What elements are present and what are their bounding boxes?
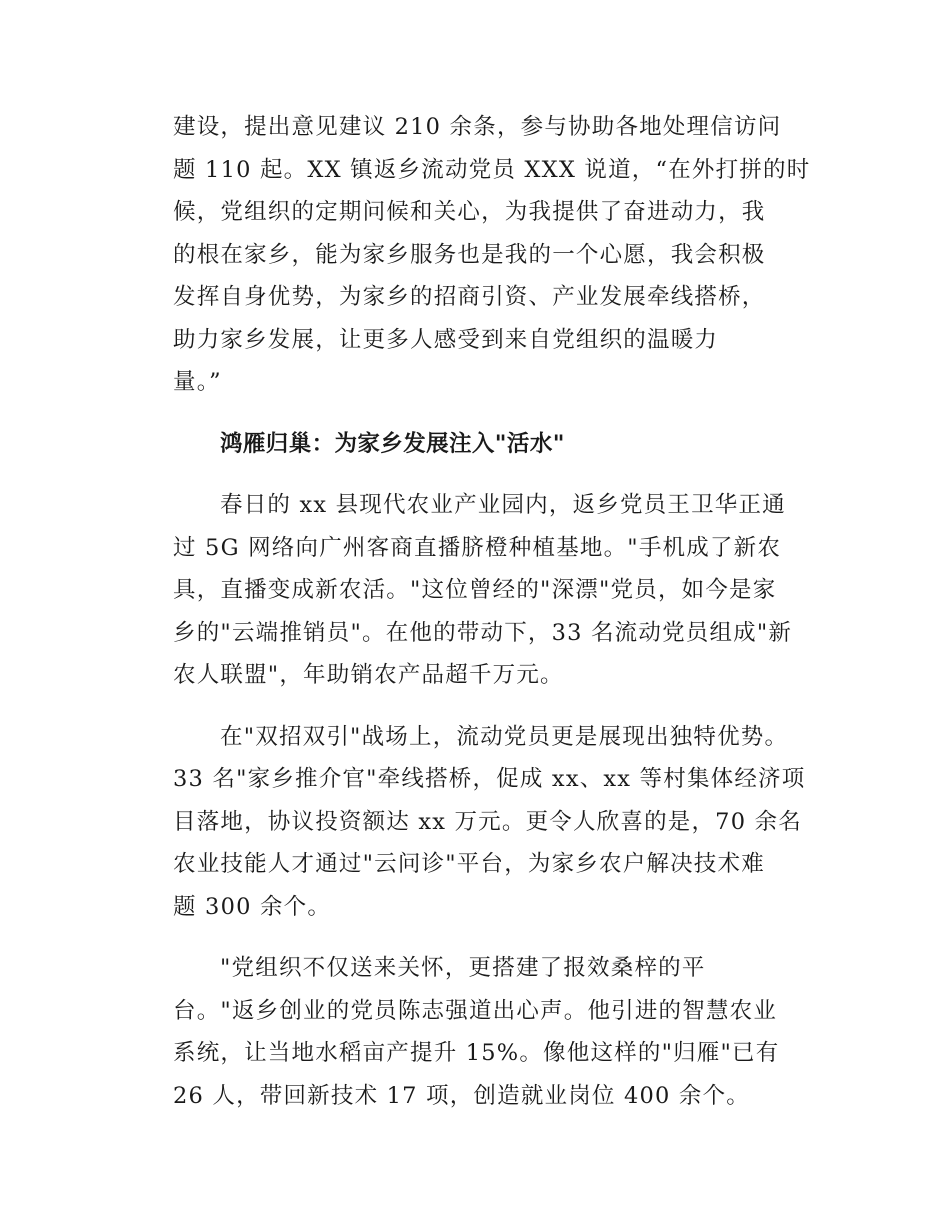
heading-text: 鸿雁归巢：为家乡发展注入"活水"	[220, 430, 565, 457]
text-line: 农人联盟"，年助销农产品超千万元。	[173, 662, 564, 688]
text-line: 发挥自身优势，为家乡的招商引资、产业发展牵线搭桥，	[173, 284, 766, 310]
text-line: 目落地，协议投资额达 xx 万元。更令人欣喜的是，70 余名	[173, 808, 802, 835]
text-line: 过 5G 网络向广州客商直播脐橙种植基地。"手机成了新农	[173, 534, 782, 561]
text-line: 系统，让当地水稻亩产提升 15%。像他这样的"归雁"已有	[173, 1040, 780, 1066]
text-line: 农业技能人才通过"云问诊"平台，为家乡农户解决技术难	[173, 851, 765, 877]
paragraph-3	[173, 716, 813, 929]
text-line: 建设，提出意见建议 210 余条，参与协助各地处理信访问	[173, 114, 782, 140]
text-line: 量。”	[173, 369, 222, 395]
text-line: 的根在家乡，能为家乡服务也是我的一个心愿，我会积极	[173, 241, 766, 268]
paragraph-1	[173, 106, 813, 404]
text-line: 乡的"云端推销员"。在他的带动下，33 名流动党员组成"新	[173, 619, 793, 646]
text-line: "党组织不仅送来关怀，更搭建了报效桑梓的平	[220, 955, 706, 981]
paragraph-4	[173, 947, 813, 1117]
text-line: 春日的 xx 县现代农业产业园内，返乡党员王卫华正通	[220, 492, 786, 518]
document-body	[173, 106, 813, 1136]
text-line: 题 110 起。XX 镇返乡流动党员 XXX 说道，“在外打拼的时	[173, 156, 811, 183]
section-heading	[173, 423, 813, 466]
text-line: 题 300 余个。	[173, 893, 332, 920]
text-line: 具，直播变成新农活。"这位曾经的"深漂"党员，如今是家	[173, 577, 777, 603]
text-line: 33 名"家乡推介官"牵线搭桥，促成 xx、xx 等村集体经济项	[173, 766, 806, 792]
text-line: 在"双招双引"战场上，流动党员更是展现出独特优势。	[220, 723, 789, 750]
text-line: 台。"返乡创业的党员陈志强道出心声。他引进的智慧农业	[173, 997, 778, 1024]
text-line: 候，党组织的定期问候和关心，为我提供了奋进动力，我	[173, 199, 766, 225]
text-line: 26 人，带回新技术 17 项，创造就业岗位 400 余个。	[173, 1082, 750, 1109]
paragraph-2	[173, 484, 813, 697]
text-line: 助力家乡发展，让更多人感受到来自党组织的温暖力	[173, 326, 719, 353]
